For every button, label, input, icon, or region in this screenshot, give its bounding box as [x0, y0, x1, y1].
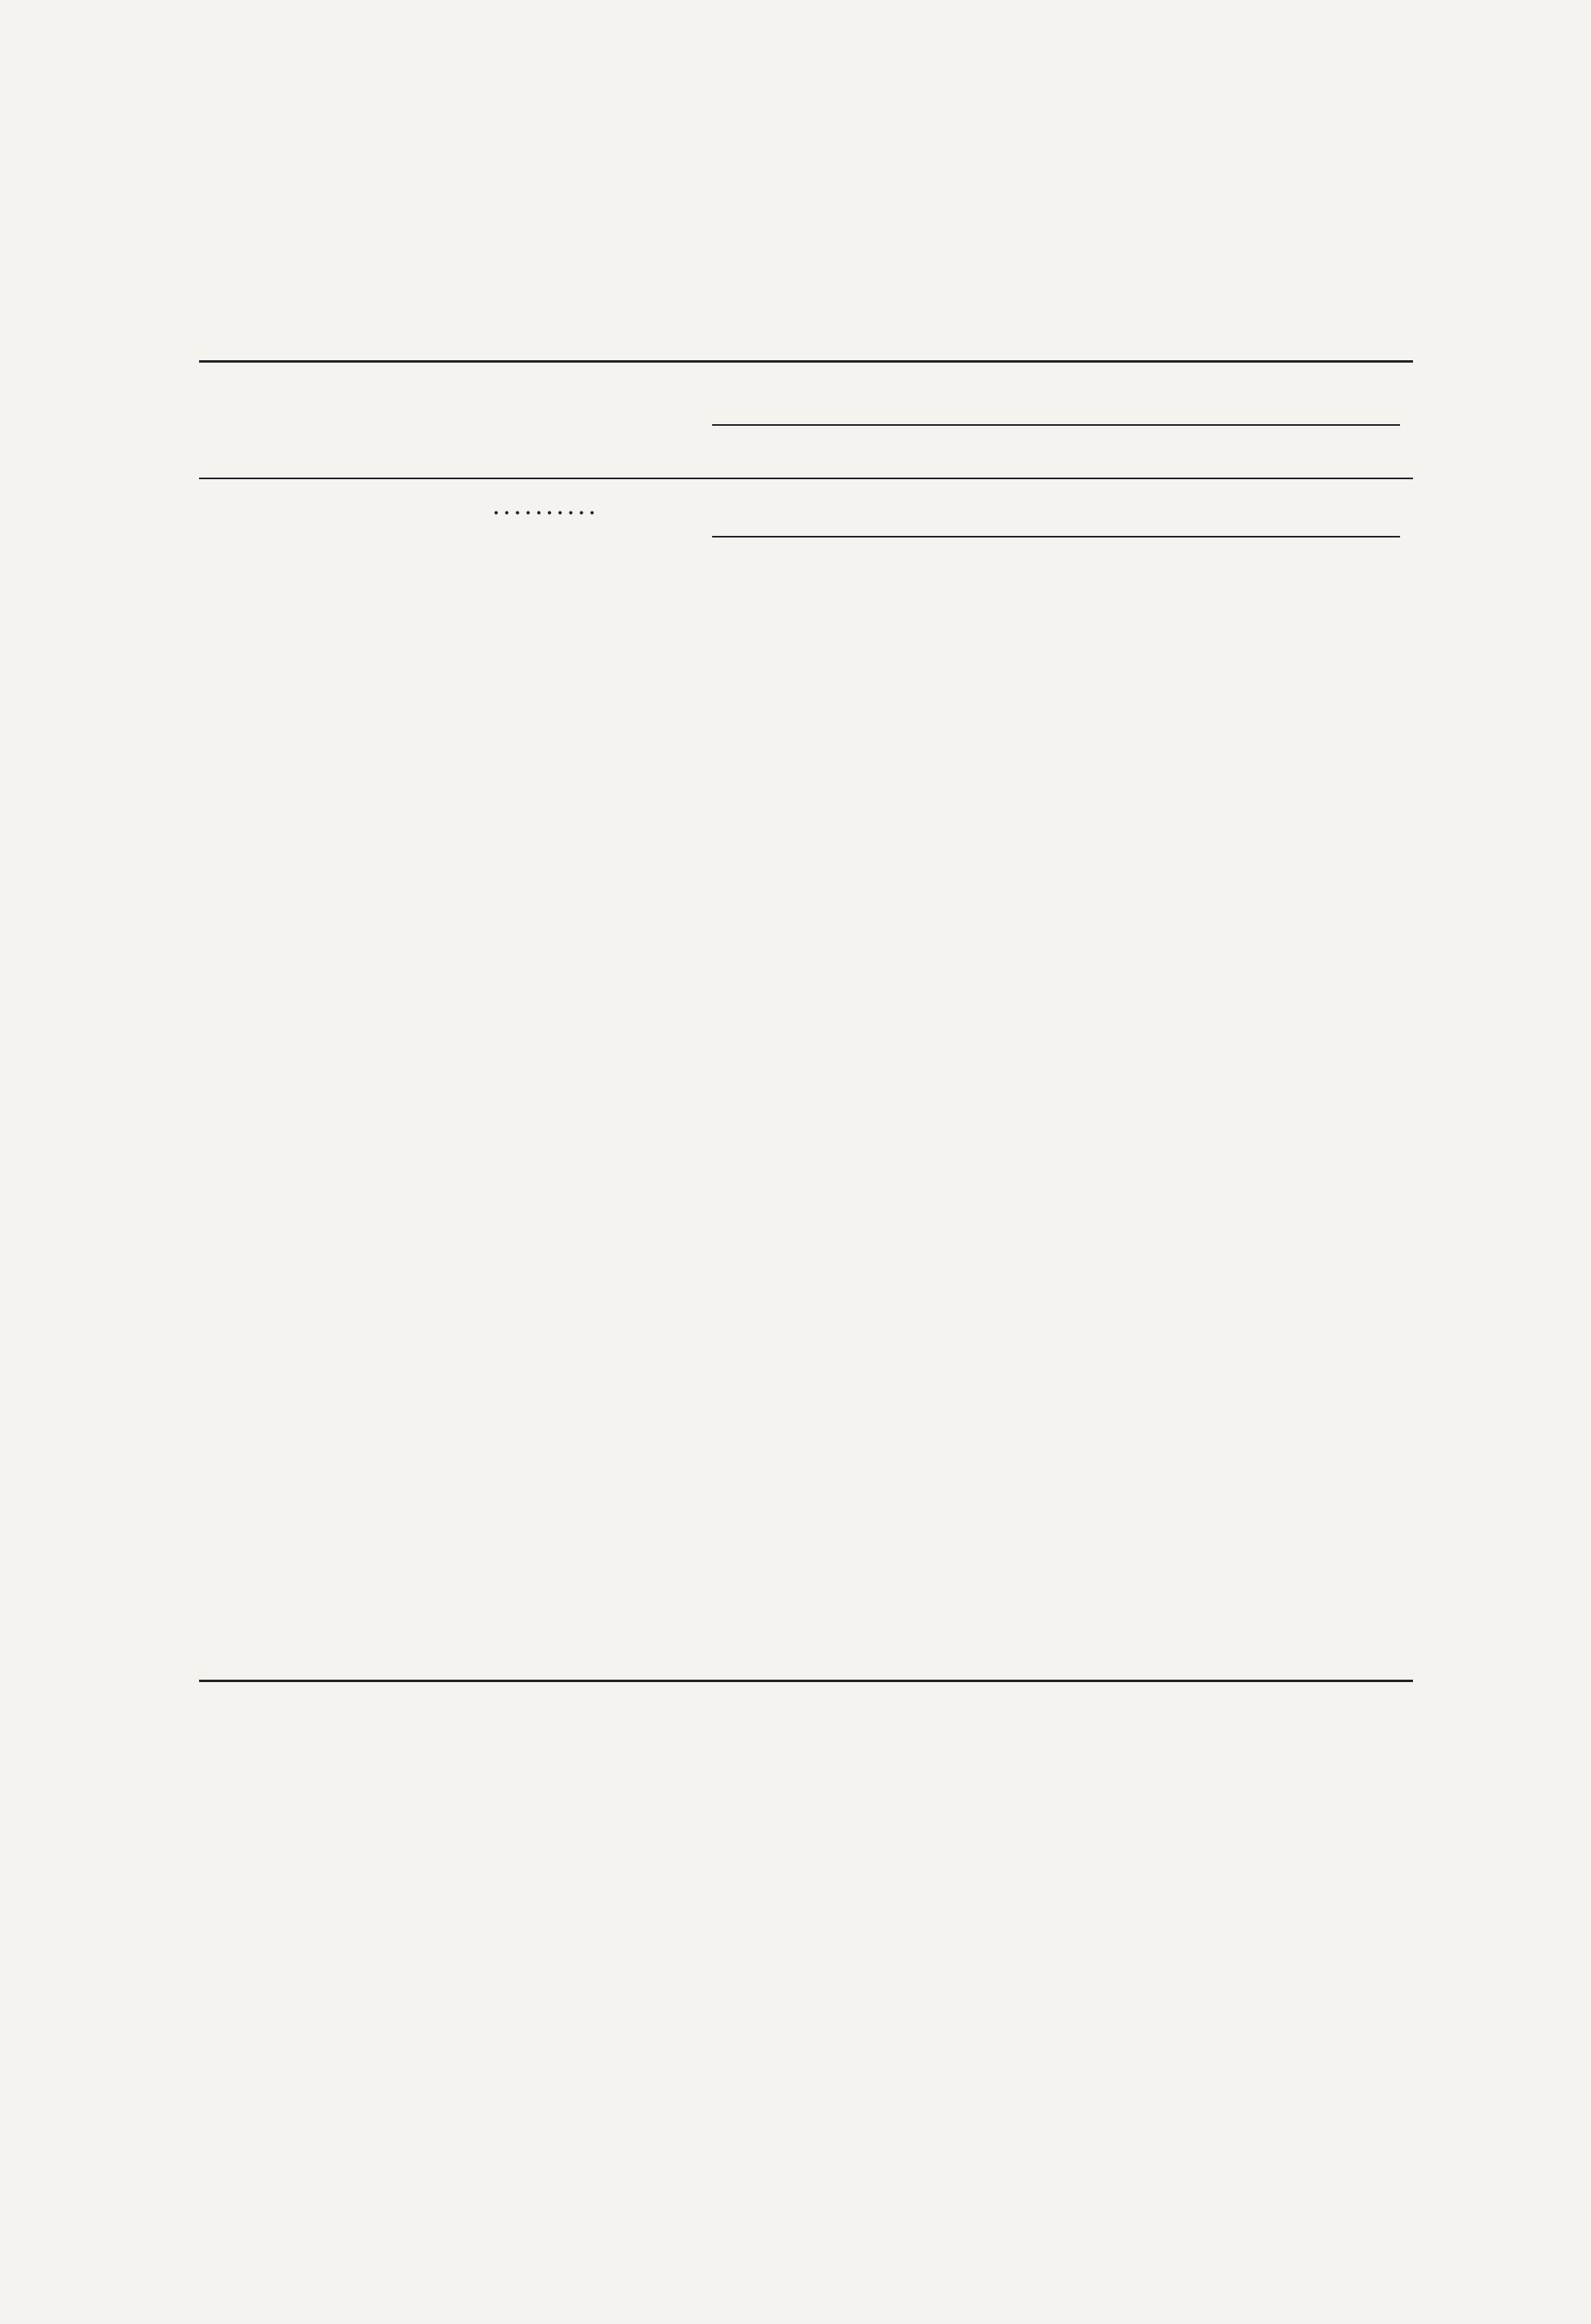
- total-rule: [712, 536, 1400, 537]
- total-leader-dots: ..........: [492, 490, 599, 520]
- group-rule: [712, 424, 1400, 426]
- top-rule: [199, 360, 1413, 363]
- total-row: [0, 492, 1591, 520]
- bottom-rule: [199, 1680, 1413, 1682]
- header-bottom-rule: [199, 478, 1413, 479]
